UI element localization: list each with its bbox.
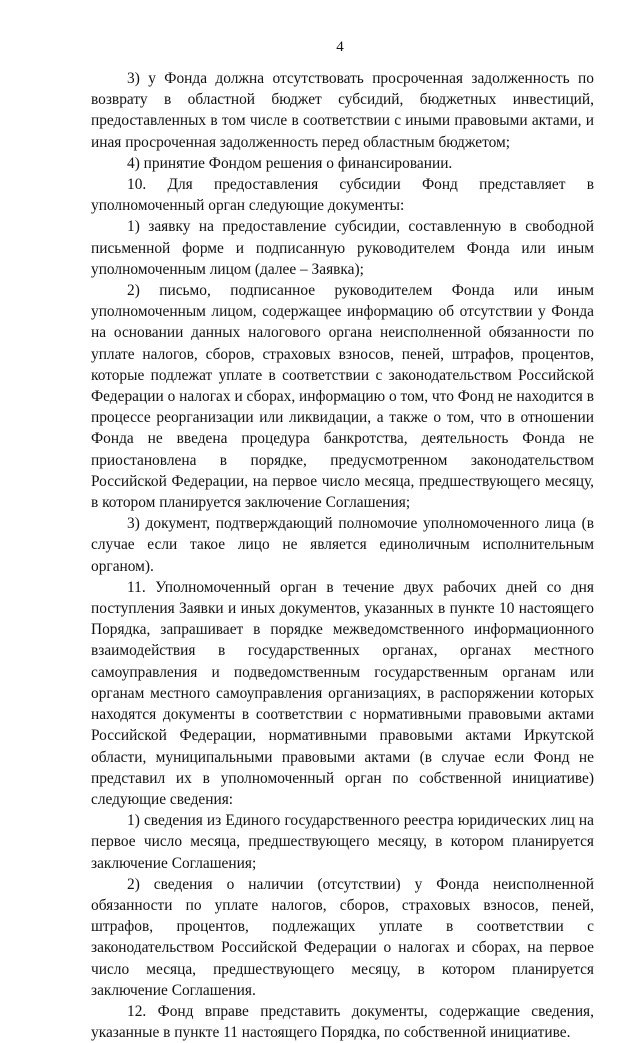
paragraph-information-2: 2) сведения о наличии (отсутствии) у Фонда неисполненной обязанности по уплате налогов, сборов, страховых взносов, пеней, штрафов, процентов, подлежащих уплате в соответствии с законодательством Российской Федерации о налогах и сборах, на первое число месяца, предшествующего месяцу, в котором планируется заключение Соглашения. [91,875,594,999]
paragraph-document-2: 2) письмо, подписанное руководителем Фонда или иным уполномоченным лицом, содержащее информацию об отсутствии у Фонда на основании данных налогового органа неисполненной обязанности по уплате налогов, сборов, страховых взносов, пеней, штрафов, процентов, которые подлежат уплате в соответствии с законодательством Российской Федерации о налогах и сборах, информацию о том, что Фонд не находится в процессе реорганизации или ликвидации, а также о том, что в отношении Фонда не введена процедура банкротства, деятельность Фонда не приостановлена в порядке, предусмотренном законодательством Российской Федерации, на первое число месяца, предшествующего месяцу, в котором планируется заключение Соглашения; [91,282,594,512]
document-body [91,68,594,1043]
paragraph-information-1: 1) сведения из Единого государственного реестра юридических лиц на первое число месяца, предшествующего месяцу, в котором планируется заключение Соглашения; [91,812,594,872]
paragraph-section-11: 11. Уполномоченный орган в течение двух рабочих дней со дня поступления Заявки и иных документов, указанных в пункте 10 настоящего Порядка, запрашивает в порядке межведомственного информационного взаимодействия в государственных органах, органах местного самоуправления и подведомственным государственным органам или органам местного самоуправления организациях, в распоряжении которых находятся документы в соответствии с нормативными правовыми актами Российской Федерации, нормативными правовыми актами Иркутской области, муниципальными правовыми актами (в случае если Фонд не представил их в уполномоченный орган по собственной инициативе) следующие сведения: [91,578,594,808]
paragraph-section-10: 10. Для предоставления субсидии Фонд представляет в уполномоченный орган следующие документы: [91,176,594,215]
paragraph-section-12: 12. Фонд вправе представить документы, содержащие сведения, указанные в пункте 11 настоящего Порядка, по собственной инициативе. [91,1002,594,1042]
paragraph-condition-3: 3) у Фонда должна отсутствовать просроченная задолженность по возврату в областной бюджет субсидий, бюджетных инвестиций, предоставленных в том числе в соответствии с иными правовыми актами, и иная просроченная задолженность перед областным бюджетом; [91,70,594,151]
paragraph-condition-4: 4) принятие Фондом решения о финансировании. [127,154,453,172]
paragraph-document-1: 1) заявку на предоставление субсидии, составленную в свободной письменной форме и подписанную руководителем Фонда или иным уполномоченным лицом (далее – Заявка); [91,218,594,278]
paragraph-document-3: 3) документ, подтверждающий полномочие уполномоченного лица (в случае если такое лицо не является единоличным исполнительным органом). [91,515,594,575]
page-number: 4 [336,39,344,55]
